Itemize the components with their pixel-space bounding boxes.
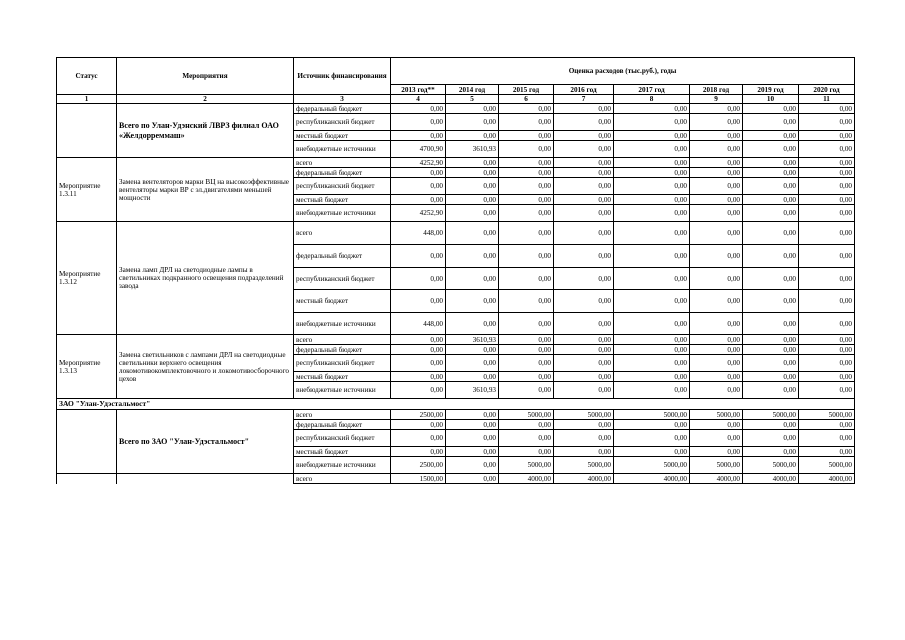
value-cell: 0,00 — [690, 382, 743, 399]
header-estimate: Оценка расходов (тыс.руб.), годы — [391, 58, 855, 85]
value-cell: 0,00 — [554, 313, 614, 335]
col-number: 4 — [391, 95, 446, 104]
value-cell: 0,00 — [614, 420, 690, 430]
value-cell: 0,00 — [499, 222, 554, 245]
value-cell: 0,00 — [743, 141, 799, 158]
source-cell: местный бюджет — [294, 372, 391, 382]
col-number: 7 — [554, 95, 614, 104]
value-cell: 0,00 — [690, 205, 743, 222]
source-cell: республиканский бюджет — [294, 178, 391, 195]
value-cell: 0,00 — [614, 158, 690, 168]
table-row — [57, 410, 855, 420]
value-cell: 0,00 — [499, 195, 554, 205]
value-cell: 0,00 — [690, 222, 743, 245]
value-cell: 0,00 — [799, 245, 855, 268]
source-cell: внебюджетные источники — [294, 205, 391, 222]
value-cell: 0,00 — [614, 114, 690, 131]
value-cell: 1500,00 — [391, 474, 446, 484]
value-cell: 5000,00 — [554, 457, 614, 474]
header-status: Статус — [57, 58, 117, 95]
value-cell: 0,00 — [391, 245, 446, 268]
source-cell: местный бюджет — [294, 290, 391, 313]
value-cell: 0,00 — [499, 447, 554, 457]
value-cell: 5000,00 — [499, 410, 554, 420]
value-cell: 0,00 — [391, 168, 446, 178]
value-cell: 0,00 — [690, 168, 743, 178]
value-cell: 0,00 — [446, 474, 499, 484]
value-cell: 0,00 — [499, 141, 554, 158]
value-cell: 5000,00 — [614, 457, 690, 474]
source-cell: всего — [294, 410, 391, 420]
value-cell: 0,00 — [499, 382, 554, 399]
value-cell: 0,00 — [446, 205, 499, 222]
value-cell: 0,00 — [743, 158, 799, 168]
value-cell: 2500,00 — [391, 457, 446, 474]
header-year: 2017 год — [614, 85, 690, 95]
value-cell: 0,00 — [799, 355, 855, 372]
status-cell — [57, 410, 117, 474]
value-cell: 0,00 — [391, 104, 446, 114]
column-number-row — [57, 95, 855, 104]
value-cell: 0,00 — [499, 313, 554, 335]
value-cell: 0,00 — [554, 430, 614, 447]
value-cell: 0,00 — [554, 178, 614, 195]
value-cell: 5000,00 — [499, 457, 554, 474]
measure-cell: Всего по Улан-Удэнский ЛВРЗ филиал ОАО «Желдорреммаш» — [117, 104, 294, 158]
source-cell: внебюджетные источники — [294, 382, 391, 399]
value-cell: 0,00 — [690, 104, 743, 114]
value-cell: 0,00 — [554, 168, 614, 178]
value-cell: 0,00 — [499, 245, 554, 268]
value-cell: 0,00 — [690, 141, 743, 158]
status-cell — [57, 474, 117, 484]
value-cell: 0,00 — [499, 372, 554, 382]
value-cell: 0,00 — [554, 205, 614, 222]
source-cell: республиканский бюджет — [294, 268, 391, 290]
value-cell: 0,00 — [799, 141, 855, 158]
value-cell: 0,00 — [690, 290, 743, 313]
value-cell: 0,00 — [614, 104, 690, 114]
source-cell: всего — [294, 335, 391, 345]
value-cell: 0,00 — [554, 345, 614, 355]
source-cell: внебюджетные источники — [294, 457, 391, 474]
value-cell: 0,00 — [743, 382, 799, 399]
value-cell: 4252,90 — [391, 158, 446, 168]
value-cell: 0,00 — [743, 430, 799, 447]
value-cell: 0,00 — [690, 195, 743, 205]
measure-cell: Всего по ЗАО "Улан-Удэстальмост" — [117, 410, 294, 474]
value-cell: 0,00 — [499, 345, 554, 355]
value-cell: 0,00 — [614, 141, 690, 158]
value-cell: 0,00 — [391, 372, 446, 382]
value-cell: 0,00 — [743, 290, 799, 313]
col-number: 5 — [446, 95, 499, 104]
source-cell: местный бюджет — [294, 131, 391, 141]
source-cell: федеральный бюджет — [294, 345, 391, 355]
value-cell: 0,00 — [743, 313, 799, 335]
value-cell: 0,00 — [446, 114, 499, 131]
value-cell: 4000,00 — [799, 474, 855, 484]
value-cell: 0,00 — [446, 345, 499, 355]
value-cell: 448,00 — [391, 313, 446, 335]
value-cell: 0,00 — [446, 168, 499, 178]
value-cell: 0,00 — [554, 245, 614, 268]
value-cell: 3610,93 — [446, 335, 499, 345]
source-cell: внебюджетные источники — [294, 141, 391, 158]
value-cell: 5000,00 — [690, 410, 743, 420]
value-cell: 3610,93 — [446, 382, 499, 399]
table-row — [57, 104, 855, 114]
measure-cell — [117, 474, 294, 484]
value-cell: 0,00 — [499, 114, 554, 131]
value-cell: 5000,00 — [799, 457, 855, 474]
col-number: 10 — [743, 95, 799, 104]
value-cell: 0,00 — [499, 205, 554, 222]
value-cell: 0,00 — [743, 178, 799, 195]
value-cell: 0,00 — [690, 114, 743, 131]
value-cell: 0,00 — [446, 420, 499, 430]
value-cell: 0,00 — [446, 355, 499, 372]
value-cell: 0,00 — [391, 382, 446, 399]
value-cell: 2500,00 — [391, 410, 446, 420]
value-cell: 4000,00 — [499, 474, 554, 484]
value-cell: 4000,00 — [614, 474, 690, 484]
section-row-group — [57, 399, 855, 410]
value-cell: 5000,00 — [554, 410, 614, 420]
value-cell: 0,00 — [743, 420, 799, 430]
value-cell: 0,00 — [743, 447, 799, 457]
section-title: ЗАО "Улан-Удэстальмост" — [57, 399, 855, 410]
value-cell: 0,00 — [799, 205, 855, 222]
col-number: 11 — [799, 95, 855, 104]
header-year: 2020 год — [799, 85, 855, 95]
value-cell: 0,00 — [499, 131, 554, 141]
value-cell: 0,00 — [690, 245, 743, 268]
value-cell: 0,00 — [391, 290, 446, 313]
value-cell: 0,00 — [690, 335, 743, 345]
status-cell: Мероприятие 1.3.11 — [57, 158, 117, 222]
col-number: 8 — [614, 95, 690, 104]
value-cell: 4000,00 — [743, 474, 799, 484]
measure-cell: Замена вентеляторов марки ВЦ на высокоэффективные вентеляторы марки ВР с эл.двигателями меньшей мощности — [117, 158, 294, 222]
value-cell: 4000,00 — [690, 474, 743, 484]
value-cell: 0,00 — [690, 447, 743, 457]
value-cell: 0,00 — [499, 355, 554, 372]
measure-cell: Замена ламп ДРЛ на светодиодные лампы в светильниках подкранного освещения подразделений завода — [117, 222, 294, 335]
value-cell: 0,00 — [614, 131, 690, 141]
value-cell: 0,00 — [499, 158, 554, 168]
value-cell: 0,00 — [743, 195, 799, 205]
value-cell: 0,00 — [690, 131, 743, 141]
status-cell — [57, 104, 117, 158]
source-cell: местный бюджет — [294, 447, 391, 457]
status-cell: Мероприятие 1.3.13 — [57, 335, 117, 399]
value-cell: 0,00 — [554, 382, 614, 399]
value-cell: 0,00 — [799, 168, 855, 178]
value-cell: 0,00 — [391, 335, 446, 345]
source-cell: всего — [294, 158, 391, 168]
value-cell: 0,00 — [690, 355, 743, 372]
value-cell: 0,00 — [446, 245, 499, 268]
value-cell: 0,00 — [690, 268, 743, 290]
value-cell: 0,00 — [614, 268, 690, 290]
value-cell: 0,00 — [446, 430, 499, 447]
value-cell: 0,00 — [446, 447, 499, 457]
value-cell: 0,00 — [614, 345, 690, 355]
value-cell: 0,00 — [614, 290, 690, 313]
value-cell: 0,00 — [391, 430, 446, 447]
header-measures: Мероприятия — [117, 58, 294, 95]
source-cell: местный бюджет — [294, 195, 391, 205]
value-cell: 0,00 — [391, 420, 446, 430]
col-number: 1 — [57, 95, 117, 104]
value-cell: 0,00 — [614, 313, 690, 335]
value-cell: 0,00 — [614, 447, 690, 457]
value-cell: 5000,00 — [743, 457, 799, 474]
value-cell: 0,00 — [554, 222, 614, 245]
value-cell: 0,00 — [391, 345, 446, 355]
value-cell: 0,00 — [690, 372, 743, 382]
source-cell: федеральный бюджет — [294, 168, 391, 178]
value-cell: 0,00 — [799, 131, 855, 141]
value-cell: 0,00 — [446, 195, 499, 205]
value-cell: 0,00 — [614, 335, 690, 345]
value-cell: 0,00 — [554, 131, 614, 141]
header-source: Источник финансирования — [294, 58, 391, 95]
value-cell: 0,00 — [799, 313, 855, 335]
value-cell: 0,00 — [554, 335, 614, 345]
value-cell: 4252,90 — [391, 205, 446, 222]
value-cell: 0,00 — [446, 313, 499, 335]
value-cell: 0,00 — [743, 104, 799, 114]
value-cell: 0,00 — [743, 205, 799, 222]
value-cell: 0,00 — [614, 430, 690, 447]
value-cell: 0,00 — [799, 114, 855, 131]
source-cell: федеральный бюджет — [294, 420, 391, 430]
value-cell: 0,00 — [446, 410, 499, 420]
value-cell: 0,00 — [743, 245, 799, 268]
table-row — [57, 335, 855, 345]
value-cell: 0,00 — [799, 372, 855, 382]
col-number: 6 — [499, 95, 554, 104]
value-cell: 0,00 — [799, 447, 855, 457]
header-year: 2013 год** — [391, 85, 446, 95]
value-cell: 0,00 — [799, 222, 855, 245]
status-cell: Мероприятие 1.3.12 — [57, 222, 117, 335]
value-cell: 5000,00 — [614, 410, 690, 420]
value-cell: 0,00 — [743, 355, 799, 372]
value-cell: 0,00 — [799, 335, 855, 345]
value-cell: 0,00 — [690, 420, 743, 430]
value-cell: 0,00 — [391, 114, 446, 131]
value-cell: 0,00 — [690, 178, 743, 195]
value-cell: 0,00 — [743, 131, 799, 141]
value-cell: 0,00 — [743, 335, 799, 345]
value-cell: 0,00 — [499, 168, 554, 178]
value-cell: 0,00 — [446, 131, 499, 141]
value-cell: 0,00 — [391, 268, 446, 290]
value-cell: 0,00 — [554, 355, 614, 372]
value-cell: 0,00 — [799, 290, 855, 313]
header-year: 2015 год — [499, 85, 554, 95]
col-number: 9 — [690, 95, 743, 104]
value-cell: 0,00 — [614, 178, 690, 195]
value-cell: 0,00 — [690, 430, 743, 447]
value-cell: 0,00 — [614, 372, 690, 382]
value-cell: 0,00 — [614, 168, 690, 178]
value-cell: 0,00 — [614, 382, 690, 399]
header-year: 2016 год — [554, 85, 614, 95]
value-cell: 0,00 — [554, 114, 614, 131]
value-cell: 0,00 — [499, 268, 554, 290]
value-cell: 0,00 — [614, 245, 690, 268]
value-cell: 5000,00 — [690, 457, 743, 474]
value-cell: 0,00 — [799, 382, 855, 399]
source-cell: всего — [294, 474, 391, 484]
source-cell: внебюджетные источники — [294, 313, 391, 335]
value-cell: 0,00 — [554, 104, 614, 114]
value-cell: 0,00 — [499, 290, 554, 313]
value-cell: 0,00 — [554, 290, 614, 313]
value-cell: 0,00 — [446, 290, 499, 313]
value-cell: 0,00 — [554, 447, 614, 457]
table-body-2 — [57, 410, 855, 484]
value-cell: 448,00 — [391, 222, 446, 245]
value-cell: 0,00 — [554, 195, 614, 205]
value-cell: 0,00 — [690, 313, 743, 335]
value-cell: 3610,93 — [446, 141, 499, 158]
value-cell: 0,00 — [743, 114, 799, 131]
value-cell: 0,00 — [799, 158, 855, 168]
measure-cell: Замена светильников с лампами ДРЛ на светодиодные светильники верхнего освещения локомотивокомплектовочного и локомотивосборочного цехов — [117, 335, 294, 399]
value-cell: 0,00 — [499, 420, 554, 430]
value-cell: 0,00 — [446, 268, 499, 290]
value-cell: 0,00 — [446, 178, 499, 195]
source-cell: федеральный бюджет — [294, 245, 391, 268]
value-cell: 0,00 — [446, 158, 499, 168]
value-cell: 0,00 — [799, 420, 855, 430]
source-cell: республиканский бюджет — [294, 430, 391, 447]
value-cell: 0,00 — [554, 158, 614, 168]
value-cell: 0,00 — [799, 345, 855, 355]
value-cell: 0,00 — [499, 104, 554, 114]
value-cell: 0,00 — [391, 131, 446, 141]
value-cell: 5000,00 — [799, 410, 855, 420]
value-cell: 0,00 — [499, 335, 554, 345]
value-cell: 0,00 — [446, 104, 499, 114]
value-cell: 0,00 — [690, 158, 743, 168]
header-year: 2018 год — [690, 85, 743, 95]
value-cell: 0,00 — [743, 168, 799, 178]
value-cell: 0,00 — [554, 420, 614, 430]
value-cell: 0,00 — [614, 205, 690, 222]
value-cell: 0,00 — [690, 345, 743, 355]
source-cell: федеральный бюджет — [294, 104, 391, 114]
value-cell: 0,00 — [743, 222, 799, 245]
value-cell: 0,00 — [446, 457, 499, 474]
value-cell: 0,00 — [391, 195, 446, 205]
source-cell: всего — [294, 222, 391, 245]
value-cell: 0,00 — [391, 447, 446, 457]
table-row — [57, 474, 855, 484]
value-cell: 0,00 — [391, 355, 446, 372]
budget-table — [56, 57, 855, 484]
value-cell: 0,00 — [554, 372, 614, 382]
value-cell: 0,00 — [614, 195, 690, 205]
source-cell: республиканский бюджет — [294, 355, 391, 372]
value-cell: 0,00 — [554, 268, 614, 290]
table-row — [57, 222, 855, 245]
table-body — [57, 104, 855, 399]
value-cell: 0,00 — [799, 178, 855, 195]
value-cell: 0,00 — [554, 141, 614, 158]
value-cell: 0,00 — [614, 355, 690, 372]
value-cell: 0,00 — [799, 104, 855, 114]
col-number: 3 — [294, 95, 391, 104]
source-cell: республиканский бюджет — [294, 114, 391, 131]
header-year: 2019 год — [743, 85, 799, 95]
value-cell: 0,00 — [499, 430, 554, 447]
value-cell: 0,00 — [799, 430, 855, 447]
value-cell: 0,00 — [499, 178, 554, 195]
value-cell: 5000,00 — [743, 410, 799, 420]
value-cell: 0,00 — [743, 372, 799, 382]
value-cell: 4000,00 — [554, 474, 614, 484]
value-cell: 0,00 — [391, 178, 446, 195]
value-cell: 0,00 — [799, 268, 855, 290]
value-cell: 4700,90 — [391, 141, 446, 158]
value-cell: 0,00 — [799, 195, 855, 205]
header-year: 2014 год — [446, 85, 499, 95]
table-row — [57, 158, 855, 168]
value-cell: 0,00 — [743, 268, 799, 290]
value-cell: 0,00 — [446, 372, 499, 382]
value-cell: 0,00 — [743, 345, 799, 355]
value-cell: 0,00 — [614, 222, 690, 245]
value-cell: 0,00 — [446, 222, 499, 245]
col-number: 2 — [117, 95, 294, 104]
